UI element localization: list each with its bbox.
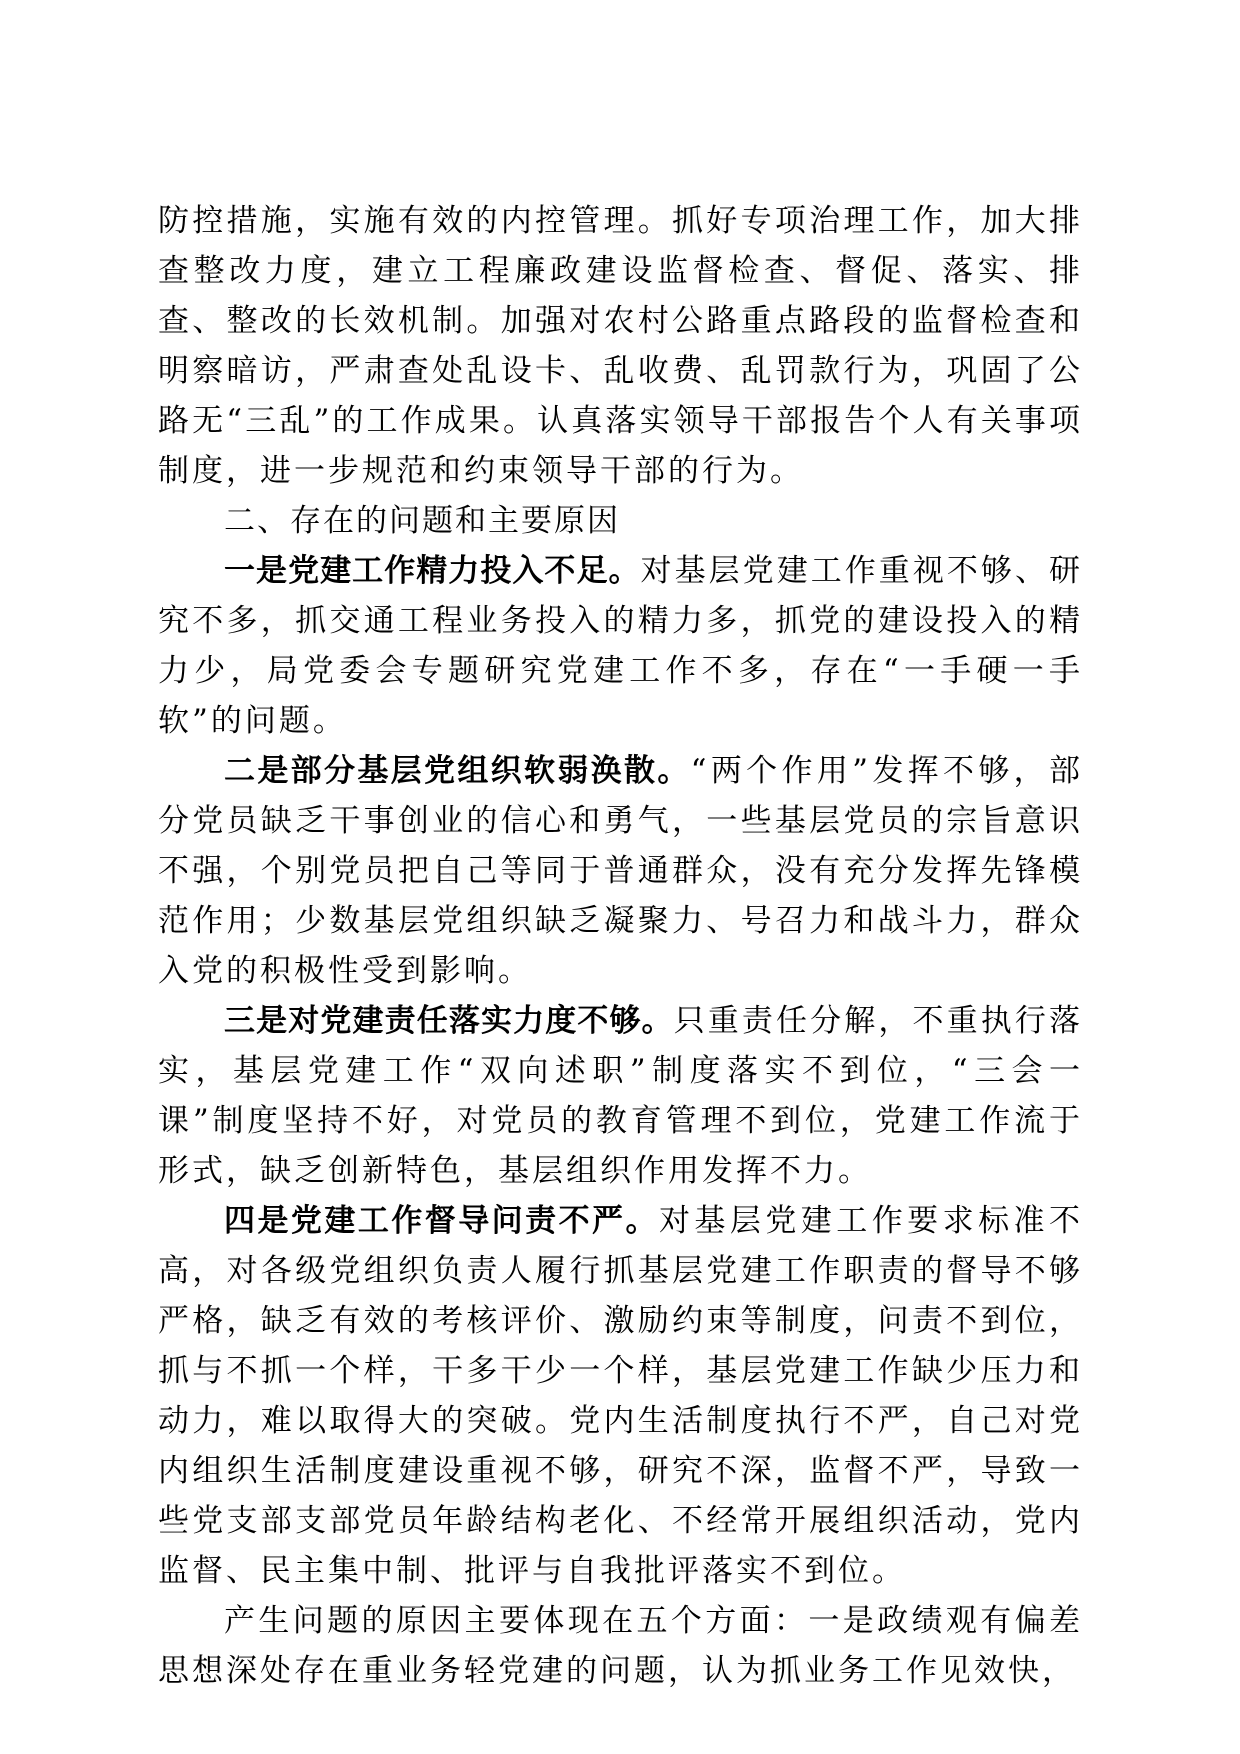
- problem-text-2: “两个作用”发挥不够，部分党员缺乏干事创业的信心和勇气，一些基层党员的宗旨意识不强，个别党员把自己等同于普通群众，没有充分发挥先锋模范作用；少数基层党组织缺乏凝聚力、号召力和战斗力，群众入党的积极性受到影响。: [158, 753, 1084, 989]
- closing-paragraph: 产生问题的原因主要体现在五个方面：一是政绩观有偏差思想深处存在重业务轻党建的问题，认为抓业务工作见效快，: [158, 1603, 1083, 1689]
- document-body: [158, 196, 1083, 1696]
- problem-lead-2: 二是部分基层党组织软弱涣散。: [224, 753, 691, 789]
- problem-lead-1: 一是党建工作精力投入不足。: [224, 553, 641, 589]
- problem-text-4: 对基层党建工作要求标准不高，对各级党组织负责人履行抓基层党建工作职责的督导不够严格，缺乏有效的考核评价、激励约束等制度，问责不到位，抓与不抓一个样，干多干少一个样，基层党建工作缺少压力和动力，难以取得大的突破。党内生活制度执行不严，自己对党内组织生活制度建设重视不够，研究不深，监督不严，导致一些党支部支部党员年龄结构老化、不经常开展组织活动，党内监督、民主集中制、批评与自我批评落实不到位。: [158, 1203, 1084, 1589]
- problem-paragraph-3: [158, 996, 1083, 1196]
- problem-paragraph-2: [158, 746, 1083, 996]
- intro-paragraph: 防控措施，实施有效的内控管理。抓好专项治理工作，加大排查整改力度，建立工程廉政建设监督检查、督促、落实、排查、整改的长效机制。加强对农村公路重点路段的监督检查和明察暗访，严肃查处乱设卡、乱收费、乱罚款行为，巩固了公路无“三乱”的工作成果。认真落实领导干部报告个人有关事项制度，进一步规范和约束领导干部的行为。: [158, 203, 1083, 489]
- problem-lead-4: 四是党建工作督导问责不严。: [224, 1203, 659, 1239]
- problem-text-1: 对基层党建工作重视不够、研究不多，抓交通工程业务投入的精力多，抓党的建设投入的精力少，局党委会专题研究党建工作不多，存在“一手硬一手软”的问题。: [158, 553, 1084, 739]
- problem-paragraph-1: [158, 546, 1083, 746]
- problem-paragraph-4: [158, 1196, 1083, 1596]
- problem-text-3: 只重责任分解，不重执行落实，基层党建工作“双向述职”制度落实不到位，“三会一课”制度坚持不好，对党员的教育管理不到位，党建工作流于形式，缺乏创新特色，基层组织作用发挥不力。: [158, 1003, 1084, 1189]
- problem-lead-3: 三是对党建责任落实力度不够。: [224, 1003, 674, 1039]
- section-heading: 二、存在的问题和主要原因: [224, 503, 620, 539]
